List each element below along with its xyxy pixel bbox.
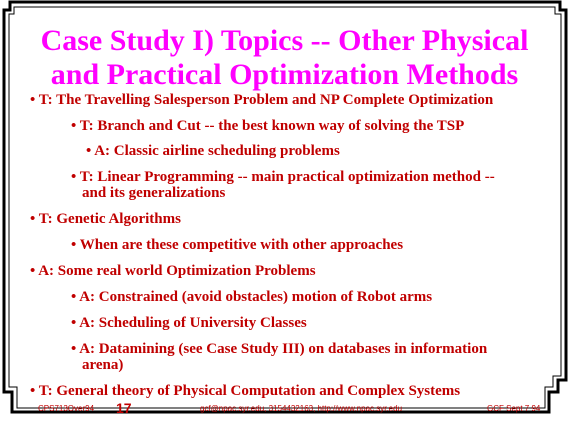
list-item-label: A: Scheduling of University Classes — [79, 315, 307, 331]
list-item-label: A: Some real world Optimization Problems — [38, 263, 316, 279]
list-item-label: T: General theory of Physical Computation and Complex Systems — [38, 383, 461, 399]
bullet-icon: • — [30, 92, 36, 108]
list-item — [30, 210, 181, 228]
list-item — [30, 382, 460, 400]
list-item-label: T: The Travelling Salesperson Problem and NP Complete Optimization — [38, 92, 494, 108]
list-item-label: A: Datamining (see Case Study III) on databases in information — [79, 341, 488, 357]
list-item-continuation: arena) — [82, 357, 124, 373]
list-item — [71, 117, 464, 135]
footer-page-number: 17 — [116, 400, 132, 416]
bullet-icon: • — [30, 383, 36, 399]
list-item — [71, 340, 487, 358]
footer-contact: gcf@npac.syr.edu, 3154432163, http://www.npac.syr.edu — [200, 404, 403, 413]
bullet-icon: • — [71, 315, 77, 331]
bullet-icon: • — [71, 289, 77, 305]
list-item-label: When are these competitive with other approaches — [79, 237, 404, 253]
list-item-label: A: Constrained (avoid obstacles) motion of Robot arms — [79, 289, 433, 305]
list-item — [71, 288, 432, 306]
list-item-label: A: Classic airline scheduling problems — [94, 143, 340, 159]
bullet-icon: • — [71, 237, 77, 253]
bullet-icon: • — [71, 118, 77, 134]
footer-date: GCF Sept 7 94 — [487, 404, 541, 413]
bullet-icon: • — [71, 169, 77, 185]
slide-title-line-1: Case Study I) Topics -- Other Physical — [40, 24, 529, 57]
list-item — [71, 236, 403, 254]
list-item-label: T: Genetic Algorithms — [38, 211, 181, 227]
bullet-icon: • — [71, 341, 77, 357]
list-item-label: T: Branch and Cut -- the best known way of solving the TSP — [79, 118, 465, 134]
bullet-icon: • — [30, 263, 36, 279]
list-item — [86, 142, 340, 160]
slide-title-line-2: and Practical Optimization Methods — [50, 58, 519, 91]
list-item-label: T: Linear Programming -- main practical optimization method -- — [79, 169, 495, 185]
bullet-icon: • — [86, 143, 92, 159]
bullet-icon: • — [30, 211, 36, 227]
list-item — [30, 91, 493, 109]
list-item — [71, 314, 307, 332]
list-item — [30, 262, 316, 280]
list-item-continuation: and its generalizations — [82, 185, 226, 201]
footer-course: CPS713Over94 — [38, 404, 95, 413]
